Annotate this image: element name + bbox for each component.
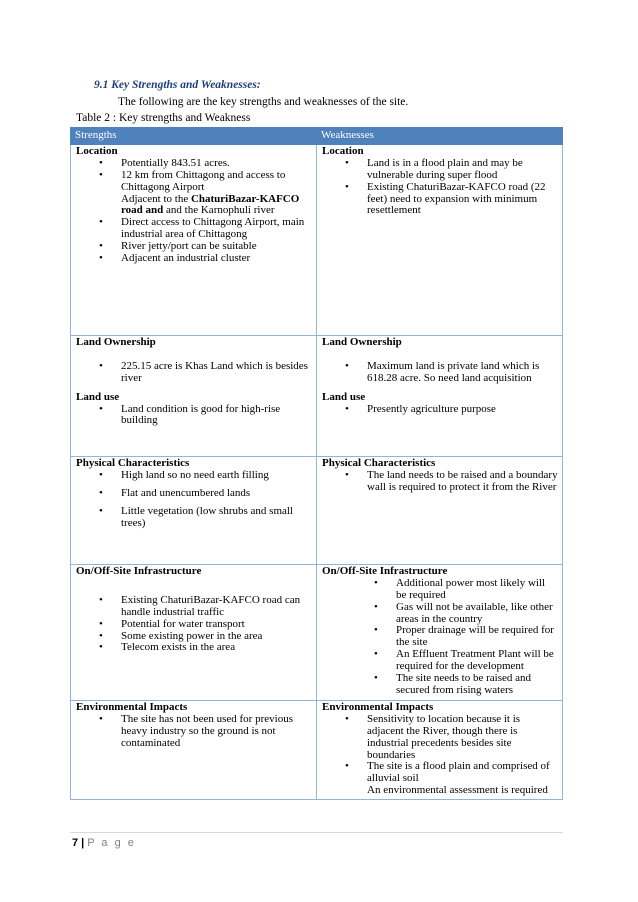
- list-item: [367, 761, 558, 797]
- list-item: • Existing ChaturiBazar-KAFCO road can handle industrial traffic: [121, 595, 312, 619]
- location-weaknesses-title: Location: [322, 145, 364, 157]
- list-item: • Maximum land is private land which is 618.28 acre. So need land acquisition: [367, 361, 558, 385]
- intro-text: The following are the key strengths and weaknesses of the site.: [118, 96, 409, 108]
- list-item-text: The site is a flood plain and comprised of alluvial soil: [367, 760, 550, 785]
- infra-strengths-title: On/Off-Site Infrastructure: [76, 565, 202, 577]
- list-item: • Little vegetation (low shrubs and small trees): [121, 506, 312, 530]
- list-item: • An Effluent Treatment Plant will be required for the development: [396, 649, 558, 673]
- list-item: • Sensitivity to location because it is adjacent the River, though there is industrial precedents besides site boundaries: [367, 714, 558, 762]
- list-item: • The site has not been used for previous heavy industry so the ground is not contaminated: [121, 714, 312, 750]
- list-item: • Land condition is good for high-rise building: [121, 404, 312, 428]
- infra-strengths-cell: [71, 565, 317, 701]
- list-item: • Direct access to Chittagong Airport, main industrial area of Chittagong: [121, 217, 312, 241]
- footer-separator: |: [81, 837, 85, 849]
- list-item-subtext: An environmental assessment is required: [367, 784, 548, 797]
- page-footer: [72, 837, 136, 849]
- list-item-subtext-bold: ChaturiBazar-KAFCO road and: [121, 192, 300, 217]
- env-weaknesses-cell: [317, 701, 563, 800]
- list-item-subtext: Adjacent to the: [121, 192, 191, 205]
- list-item: • The site needs to be raised and secured from rising waters: [396, 673, 558, 697]
- table-row: [71, 336, 563, 457]
- table-caption: Table 2 : Key strengths and Weakness: [76, 112, 251, 124]
- env-weaknesses-title: Environmental Impacts: [322, 701, 434, 713]
- list-item: • Land is in a flood plain and may be vulnerable during super flood: [367, 158, 558, 182]
- list-item: [121, 170, 312, 218]
- physical-strengths-title: Physical Characteristics: [76, 457, 190, 469]
- list-item: • Some existing power in the area: [121, 631, 312, 643]
- list-item: • Telecom exists in the area: [121, 642, 312, 654]
- list-item: • Gas will not be available, like other areas in the country: [396, 602, 558, 626]
- header-strengths: Strengths: [71, 128, 317, 145]
- list-item: • Adjacent an industrial cluster: [121, 253, 312, 265]
- list-item: • 225.15 acre is Khas Land which is besides river: [121, 361, 312, 385]
- land-use-weaknesses-title: Land use: [322, 390, 366, 403]
- land-weaknesses-cell: [317, 336, 563, 457]
- footer-divider: [70, 832, 563, 833]
- table-row: [71, 457, 563, 565]
- env-strengths-title: Environmental Impacts: [76, 701, 188, 713]
- physical-strengths-cell: [71, 457, 317, 565]
- land-use-strengths-title: Land use: [76, 390, 120, 403]
- list-item: • Presently agriculture purpose: [367, 404, 558, 416]
- land-strengths-cell: [71, 336, 317, 457]
- list-item: • Additional power most likely will be required: [396, 578, 558, 602]
- list-item: • The land needs to be raised and a boundary wall is required to protect it from the River: [367, 470, 558, 494]
- list-item: • Existing ChaturiBazar-KAFCO road (22 feet) need to expansion with minimum resettlement: [367, 182, 558, 218]
- land-ownership-weaknesses-title: Land Ownership: [322, 336, 402, 348]
- land-ownership-strengths-title: Land Ownership: [76, 336, 156, 348]
- list-item: • Flat and unencumbered lands: [121, 488, 312, 500]
- table-row: [71, 701, 563, 800]
- header-weaknesses: Weaknesses: [317, 128, 563, 145]
- list-item: • Potentially 843.51 acres.: [121, 158, 312, 170]
- section-heading: 9.1 Key Strengths and Weaknesses:: [94, 79, 261, 91]
- env-strengths-cell: [71, 701, 317, 800]
- table-row: [71, 565, 563, 701]
- infra-weaknesses-title: On/Off-Site Infrastructure: [322, 565, 448, 577]
- strengths-weaknesses-table: [70, 127, 563, 800]
- list-item-text: 12 km from Chittagong and access to Chittagong Airport: [121, 168, 286, 193]
- location-strengths-cell: [71, 145, 317, 336]
- list-item: • River jetty/port can be suitable: [121, 241, 312, 253]
- list-item: • High land so no need earth filling: [121, 470, 312, 482]
- physical-weaknesses-cell: [317, 457, 563, 565]
- list-item-subtext-end: and the Karnophuli river: [163, 204, 275, 217]
- page-label: P a g e: [87, 837, 136, 849]
- table-row: [71, 145, 563, 336]
- table-header-row: [71, 128, 563, 145]
- physical-weaknesses-title: Physical Characteristics: [322, 457, 436, 469]
- list-item: • Potential for water transport: [121, 619, 312, 631]
- list-item: • Proper drainage will be required for the site: [396, 625, 558, 649]
- infra-weaknesses-cell: [317, 565, 563, 701]
- location-strengths-title: Location: [76, 145, 118, 157]
- location-weaknesses-cell: [317, 145, 563, 336]
- page-number: 7: [72, 837, 79, 849]
